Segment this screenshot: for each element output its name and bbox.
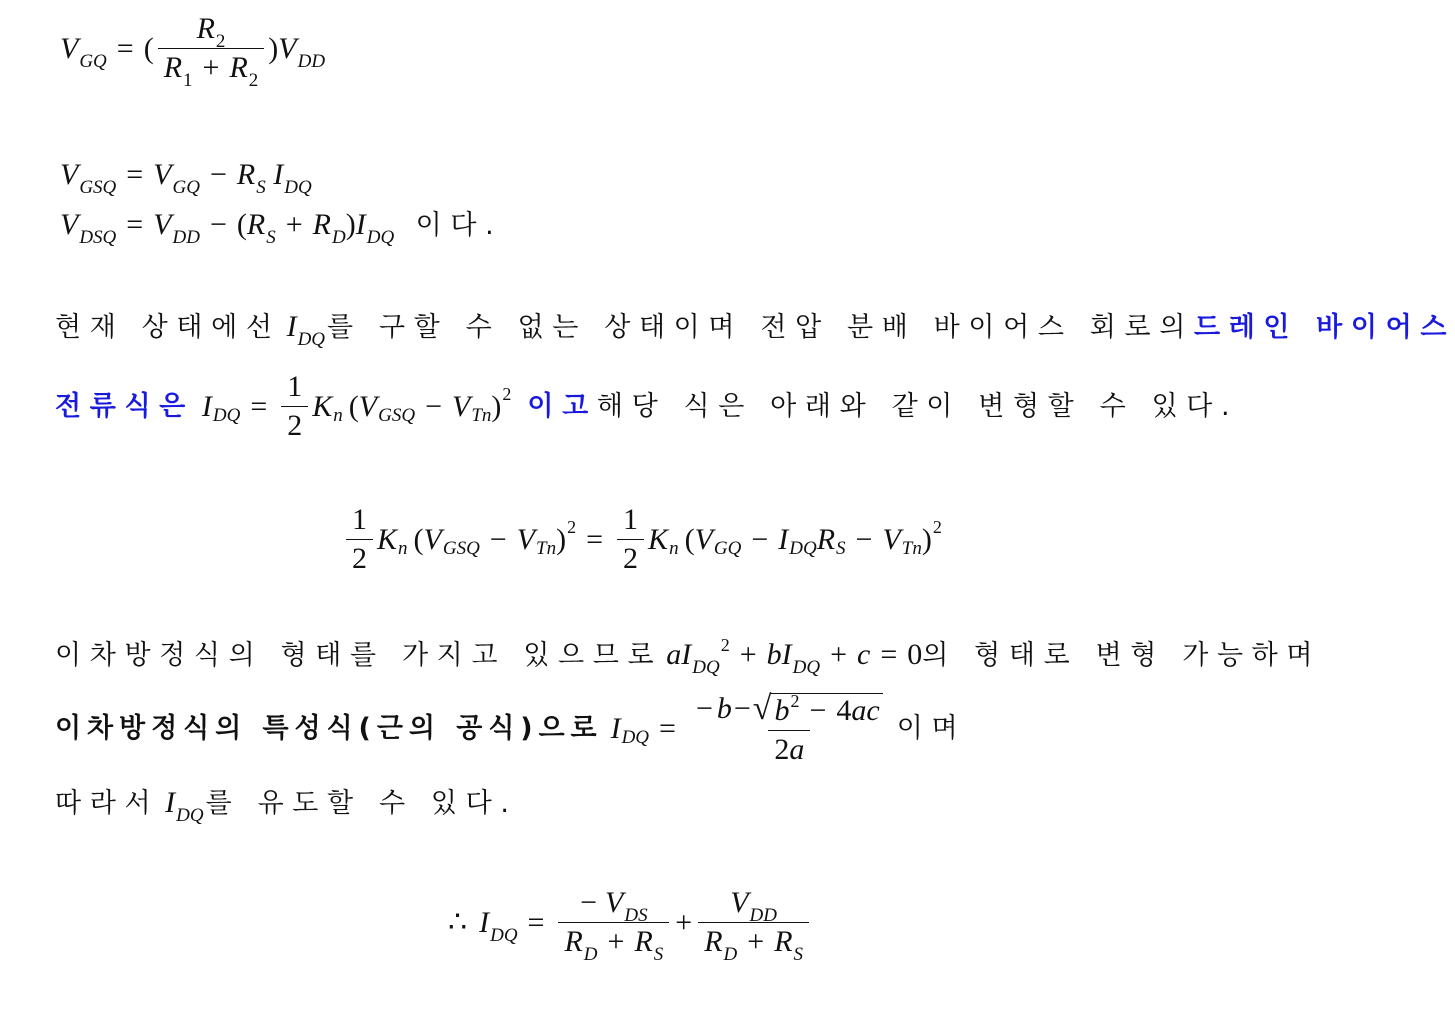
fraction-numerator: $V_{DD}$ [730,886,777,926]
text-quadratic-form: 이차방정식의 형태를 가지고 있으므로 [55,639,663,671]
equation-idq-root: I DQ = − b − √ $b^2 - 4ac$ 2a [611,692,893,765]
highlight-igo: 이고 [527,391,597,422]
paragraph-1-line-2 [55,372,1238,441]
fraction-denominator: $R_D + R_S$ [558,922,669,957]
therefore-symbol: ∴ [448,905,468,939]
symbol-idq: $I_{DQ}$ [165,786,204,826]
text-derive: 를 유도할 수 있다. [205,787,518,819]
open-paren: ( [143,31,154,65]
symbol-v: $V_{GQ}$ [60,31,107,72]
equals-sign: = [116,31,134,65]
fraction-denominator: 2a [768,730,810,765]
text-quadratic-formula: 이차방정식의 특성식(근의 공식)으로 [55,713,603,744]
fraction-numerator: − $V_{DS}$ [580,886,648,926]
fraction-numerator: − b − √ $b^2 - 4ac$ [690,692,889,730]
fraction-half: $\frac{1}{2}$ [346,505,373,574]
text-transform: 해당 식은 아래와 같이 변형할 수 있다. [596,391,1239,422]
square-root: √ $b^2 - 4ac$ [753,692,883,726]
text-possible: 의 형태로 변형 가능하며 [922,639,1322,671]
fraction-denominator: $R_1 + R_2$ [158,48,265,83]
fraction-denominator: $R_D + R_S$ [698,922,809,957]
fraction-r2-over-r1r2 [158,12,265,91]
text-middle: 를 구할 수 없는 상태이며 전압 분배 바이어스 회로의 [327,311,1194,343]
highlight-current-eq: 전류식은 [55,391,194,422]
equation-quadratic: $aI_{DQ}^2 + bI_{DQ} + c = 0$ [666,635,923,678]
symbol-vdd: $V_{DD}$ [278,31,326,72]
text-therefore: 따라서 [55,787,160,819]
paragraph-2-line-2 [55,692,966,765]
fraction-numerator: $R_2$ [196,12,226,52]
fraction-vdd [698,886,809,965]
equation-vdsq: $V_{DSQ} = V_{DD} - (R_S + R_D)I_{DQ}$ 이다. [60,208,503,248]
equation-final-idq: ∴ $I_{DQ}$ = $\frac{- V_{DS}}{R_D + R_S}$ + $\frac{V_{DD}}{R_D + R_S}$ [448,888,813,957]
paragraph-1-line-1 [55,310,1455,350]
text-imyeo: 이며 [896,713,967,744]
highlight-drain-bias: 드레인 바이어스 [1193,311,1455,343]
fraction-vds [558,886,669,965]
text-ida: 이다. [415,210,503,241]
fraction-half: $\frac{1}{2}$ [281,372,308,441]
equation-vgq [60,12,326,91]
fraction-quadratic-root [690,692,889,765]
paragraph-2-line-1 [55,635,1322,678]
equation-centered-square-law: $\frac{1}{2}$ K n ( V GSQ − V Tn ) 2 = $\frac{1}{2}$ K n ( V GQ − I DQ R S − V Tn ) 2 [342,505,942,574]
close-paren: ) [268,31,279,65]
symbol-idq: $I_{DQ}$ [286,310,326,350]
equation-vgsq: $V_{GSQ} = V_{GQ} - R_S$ $I_{DQ}$ [60,158,312,198]
fraction-half: $\frac{1}{2}$ [617,505,644,574]
text-intro: 현재 상태에선 [55,311,281,343]
paragraph-2-line-3 [55,786,518,826]
equation-idq-square-law: I DQ = $\frac{1}{2}$ K n ( V GSQ − V Tn ) 2 [201,370,512,442]
